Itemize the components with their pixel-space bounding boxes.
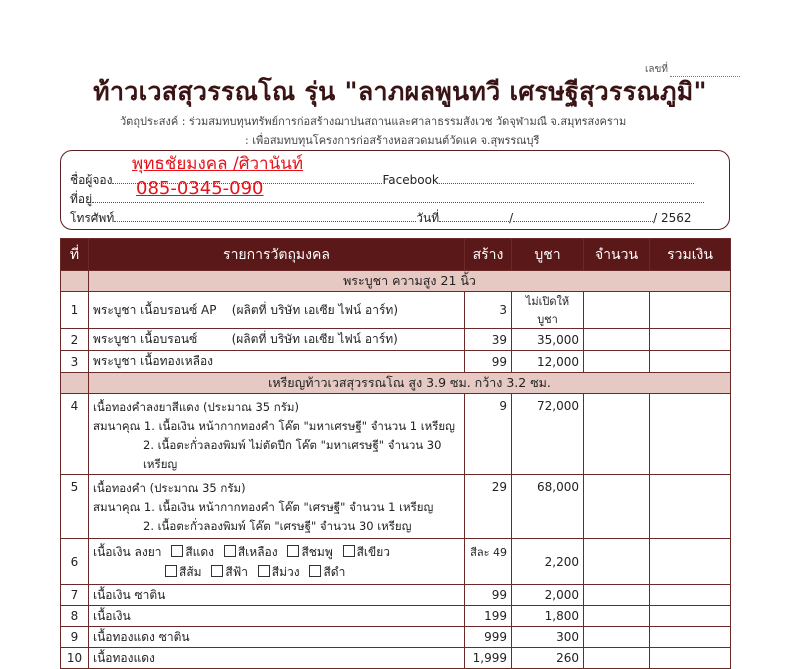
section-spacer: [61, 271, 89, 292]
table-row: [61, 351, 731, 373]
row-made: 9: [465, 394, 512, 475]
qty-cell[interactable]: [584, 606, 650, 627]
row-item: [89, 475, 465, 539]
checkbox-pink[interactable]: [287, 545, 299, 557]
table-row: [61, 627, 731, 648]
row-price: 2,200: [512, 539, 584, 585]
checkbox-green[interactable]: [343, 545, 355, 557]
page-title: ท้าวเวสสุวรรณโณ รุ่น "ลาภผลพูนทวี เศรษฐีสุวรรณภูมิ": [93, 77, 707, 106]
address-label: ที่อยู่: [70, 192, 93, 206]
col-header-qty: จำนวน: [584, 239, 650, 271]
item-line-3: 2. เนื้อตะกั่วลองพิมพ์ ไม่ตัดปีก โค๊ต "มหาเศรษฐี" จำนวน 30 เหรียญ: [143, 438, 442, 471]
handwritten-phone: 085-0345-090: [136, 178, 264, 199]
option-red: สีแดง: [185, 544, 215, 559]
row-made: 29: [465, 475, 512, 539]
row-made: สีละ 49: [465, 539, 512, 585]
date-label: วันที่: [416, 211, 440, 225]
total-cell[interactable]: [650, 627, 731, 648]
item-note: (ผลิตที่ บริษัท เอเซีย ไฟน์ อาร์ท): [231, 302, 398, 317]
total-cell[interactable]: [650, 606, 731, 627]
row-no: 5: [61, 475, 89, 539]
phone-row: โทรศัพท์ วันที่ / / 2562: [70, 211, 692, 225]
row-made: 3: [465, 292, 512, 329]
purpose-line-1: วัตถุประสงค์ : ร่วมสมทบทุนทรัพย์การก่อสร้างฌาปนสถานและศาลาธรรมสังเวช วัดจุฬามณี จ.สมุทรสงคราม: [120, 115, 627, 128]
row-item: [89, 394, 465, 475]
facebook-label: Facebook: [382, 173, 439, 187]
col-header-no: ที่: [61, 239, 89, 271]
checkbox-blue[interactable]: [211, 565, 223, 577]
table-row: [61, 475, 731, 539]
option-pink: สีชมพู: [301, 544, 333, 559]
row-no: 3: [61, 351, 89, 373]
handwritten-name: พุทธชัยมงคล /ศิวานันท์: [132, 154, 304, 174]
item-line-1: เนื้อทองคำลงยาสีแดง (ประมาณ 35 กรัม): [93, 400, 299, 414]
row-no: 9: [61, 627, 89, 648]
row-price: 35,000: [512, 329, 584, 351]
row-no: 6: [61, 539, 89, 585]
checkbox-orange[interactable]: [165, 565, 177, 577]
qty-cell[interactable]: [584, 329, 650, 351]
row-made: 999: [465, 627, 512, 648]
option-yellow: สีเหลือง: [237, 544, 278, 559]
total-cell[interactable]: [650, 292, 731, 329]
table-row: [61, 394, 731, 475]
item-label: เนื้อเงิน ลงยา: [93, 544, 162, 559]
item-note: (ผลิตที่ บริษัท เอเซีย ไฟน์ อาร์ท): [231, 332, 398, 346]
row-price: 72,000: [512, 394, 584, 475]
row-item: [89, 292, 465, 329]
row-made: 1,999: [465, 648, 512, 669]
section-title-1: พระบูชา ความสูง 21 นิ้ว: [89, 271, 731, 292]
col-header-total: รวมเงิน: [650, 239, 731, 271]
option-green: สีเขียว: [356, 544, 390, 559]
date-month-field[interactable]: [513, 210, 653, 222]
option-purple: สีม่วง: [271, 564, 300, 579]
row-price: 1,800: [512, 606, 584, 627]
row-no: 7: [61, 585, 89, 606]
item-name: พระบูชา เนื้อบรอนซ์ AP: [93, 302, 217, 317]
section-spacer: [61, 373, 89, 394]
section-row: [61, 271, 731, 292]
table-row: [61, 606, 731, 627]
option-orange: สีส้ม: [179, 564, 202, 579]
row-no: 8: [61, 606, 89, 627]
table-header-row: [61, 239, 731, 271]
color-options-line-1: [93, 542, 460, 562]
row-price: 12,000: [512, 351, 584, 373]
row-no: 10: [61, 648, 89, 669]
color-options-line-2: [93, 562, 460, 582]
row-price: 68,000: [512, 475, 584, 539]
item-line-1: เนื้อทองคำ (ประมาณ 35 กรัม): [93, 481, 246, 495]
row-price: 260: [512, 648, 584, 669]
row-no: 1: [61, 292, 89, 329]
qty-cell[interactable]: [584, 627, 650, 648]
option-black: สีดำ: [323, 564, 346, 579]
total-cell[interactable]: [650, 539, 731, 585]
total-cell[interactable]: [650, 329, 731, 351]
table-row: [61, 585, 731, 606]
checkbox-black[interactable]: [309, 565, 321, 577]
phone-label: โทรศัพท์: [70, 211, 115, 225]
row-made: 199: [465, 606, 512, 627]
total-cell[interactable]: [650, 648, 731, 669]
items-table: [60, 238, 731, 669]
year-label: / 2562: [653, 211, 692, 225]
checkbox-red[interactable]: [171, 545, 183, 557]
row-price: ไม่เปิดให้บูชา: [512, 292, 584, 329]
date-day-field[interactable]: [439, 210, 509, 222]
col-header-made: สร้าง: [465, 239, 512, 271]
section-title-2: เหรียญท้าวเวสสุวรรณโณ สูง 3.9 ซม. กว้าง 3.2 ซม.: [89, 373, 731, 394]
name-label: ชื่อผู้จอง: [70, 173, 113, 187]
total-cell[interactable]: [650, 394, 731, 475]
row-item: เนื้อเงิน ซาติน: [89, 585, 465, 606]
option-blue: สีฟ้า: [225, 564, 248, 579]
col-header-item: รายการวัตถุมงคล: [89, 239, 465, 271]
row-no: 2: [61, 329, 89, 351]
item-line-2: สมนาคุณ 1. เนื้อเงิน หน้ากากทองคำ โค๊ต "เศรษฐี" จำนวน 1 เหรียญ: [93, 500, 434, 514]
total-cell[interactable]: [650, 475, 731, 539]
checkbox-yellow[interactable]: [224, 545, 236, 557]
table-row: [61, 539, 731, 585]
qty-cell[interactable]: [584, 351, 650, 373]
row-item: เนื้อเงิน: [89, 606, 465, 627]
checkbox-purple[interactable]: [258, 565, 270, 577]
row-made: 99: [465, 585, 512, 606]
qty-cell[interactable]: [584, 394, 650, 475]
row-made: 99: [465, 351, 512, 373]
qty-cell[interactable]: [584, 585, 650, 606]
qty-cell[interactable]: [584, 475, 650, 539]
col-header-price: บูชา: [512, 239, 584, 271]
total-cell[interactable]: [650, 351, 731, 373]
qty-cell[interactable]: [584, 539, 650, 585]
table-row: [61, 292, 731, 329]
row-made: 39: [465, 329, 512, 351]
row-item: เนื้อทองแดง ซาติน: [89, 627, 465, 648]
total-cell[interactable]: [650, 585, 731, 606]
row-item: [89, 329, 465, 351]
item-line-2: สมนาคุณ 1. เนื้อเงิน หน้ากากทองคำ โค๊ต "มหาเศรษฐี" จำนวน 1 เหรียญ: [93, 419, 455, 433]
qty-cell[interactable]: [584, 648, 650, 669]
section-row: [61, 373, 731, 394]
row-no: 4: [61, 394, 89, 475]
item-name: พระบูชา เนื้อบรอนซ์: [93, 332, 198, 346]
row-price: 300: [512, 627, 584, 648]
row-item: เนื้อทองแดง: [89, 648, 465, 669]
serial-number-label: เลขที่: [645, 64, 668, 75]
item-line-3: 2. เนื้อตะกั่วลองพิมพ์ โค๊ต "เศรษฐี" จำนวน 30 เหรียญ: [143, 519, 412, 533]
table-row: [61, 329, 731, 351]
qty-cell[interactable]: [584, 292, 650, 329]
row-item: พระบูชา เนื้อทองเหลือง: [89, 351, 465, 373]
row-price: 2,000: [512, 585, 584, 606]
table-row: [61, 648, 731, 669]
row-item: [89, 539, 465, 585]
phone-field[interactable]: [114, 210, 416, 222]
facebook-field[interactable]: [439, 172, 694, 184]
purpose-line-2: : เพื่อสมทบทุนโครงการก่อสร้างหอสวดมนต์วัดแค จ.สุพรรณบุรี: [245, 134, 540, 147]
